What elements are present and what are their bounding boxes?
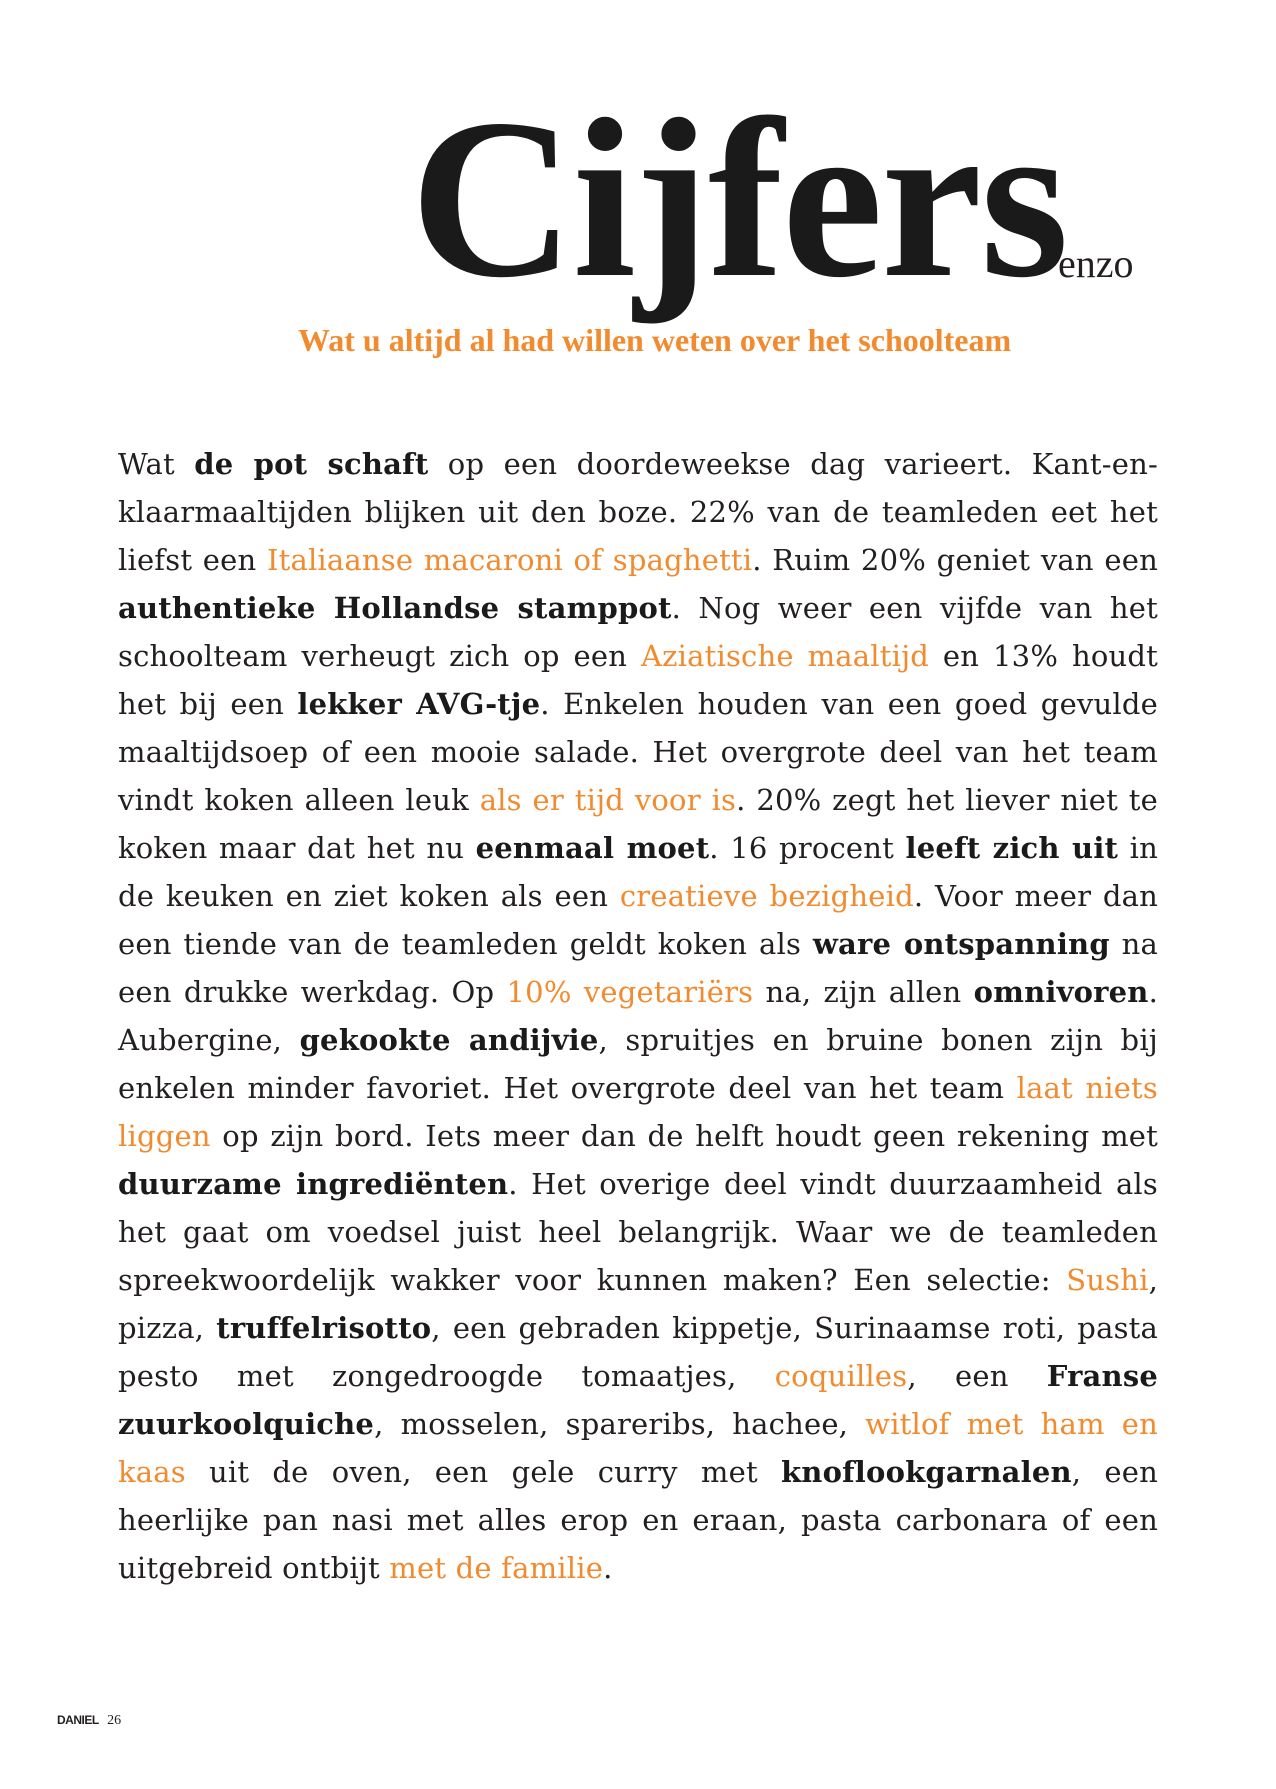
body-text-run: . 20% zegt het liever niet te koken maar dat het nu [118,783,1158,865]
body-text-run: . Enkelen houden van een goed gevulde maaltijdsoep of een mooie salade. Het overgrote deel van het team vindt koken alleen leuk [118,687,1158,817]
body-text-run: uit de oven, een gele curry met [185,1455,782,1489]
article-body [118,440,1158,1592]
page-title-suffix: enzo [1058,241,1134,286]
emphasis-highlight: Sushi [1066,1263,1149,1297]
emphasis-highlight: laat niets liggen [118,1071,1158,1153]
page-subtitle: Wat u altijd al had willen weten over het schoolteam [298,322,1012,358]
emphasis-bold: Franse zuurkoolquiche [118,1359,1159,1441]
body-text-run: op een doordeweekse dag varieert. Kant-en-klaarmaaltijden blijken uit den boze. 22% van de teamleden eet het liefst een [118,447,1158,577]
body-text-run: , een [907,1359,1047,1393]
body-text-run: op zijn bord. Iets meer dan de helft houdt geen rekening met [210,1119,1158,1153]
emphasis-highlight: met de familie [389,1551,604,1585]
emphasis-bold: eenmaal moet [475,831,710,865]
page-title: Cijfers [410,73,1067,325]
emphasis-bold: omnivoren [973,975,1149,1009]
emphasis-highlight: Italiaanse macaroni of spaghetti [266,543,753,577]
body-text-run: na, zijn allen [753,975,974,1009]
emphasis-highlight: Aziatische maaltijd [641,639,930,673]
body-text-run: Wat [118,447,195,481]
emphasis-bold: de pot schaft [194,447,429,481]
emphasis-highlight: creatieve bezigheid [619,879,914,913]
body-text-run: . Het overige deel vindt duurzaamheid als het gaat om voedsel juist heel belangrijk. Waar we de teamleden spreekwoordelijk wakker voor kunnen maken? Een selectie: [118,1167,1158,1297]
emphasis-highlight: als er tijd voor is [479,783,737,817]
body-text-run: , een gebraden kippetje, Surinaamse roti, pasta pesto met zongedroogde tomaatjes, [118,1311,1158,1393]
body-text-run: en 13% houdt het bij een [118,639,1158,721]
emphasis-bold: knoflookgarnalen [781,1455,1072,1489]
title-block [410,73,1170,335]
magazine-brand: DANIEL [57,1713,99,1727]
emphasis-bold: authentieke Hollandse stamppot [118,591,672,625]
body-text-run: , spruitjes en bruine bonen zijn bij enkelen minder favoriet. Het overgrote deel van het team [118,1023,1158,1105]
body-text-run: in de keuken en ziet koken als een [118,831,1158,913]
body-text-run: . Nog weer een vijfde van het schoolteam verheugt zich op een [118,591,1158,673]
page-footer [57,1712,121,1729]
body-text-run: . [603,1551,613,1585]
emphasis-bold: lekker AVG-tje [297,687,541,721]
emphasis-bold: duurzame ingrediënten [118,1167,509,1201]
body-text-run: . 16 procent [709,831,906,865]
body-text-run: , mosselen, spareribs, hachee, [374,1407,866,1441]
emphasis-highlight: 10% vegetariërs [506,975,754,1009]
body-text-run: na een drukke werkdag. Op [118,927,1158,1009]
emphasis-highlight: witlof met ham en kaas [118,1407,1158,1489]
emphasis-bold: truffelrisotto [216,1311,432,1345]
emphasis-bold: gekookte andijvie [299,1023,599,1057]
page-number: 26 [107,1713,122,1728]
emphasis-bold: leeft zich uit [905,831,1119,865]
emphasis-highlight: coquilles [774,1359,908,1393]
emphasis-bold: ware ontspanning [812,927,1110,961]
body-text-run: . Ruim 20% geniet van een [752,543,1158,577]
body-text-run: , pizza, [118,1263,1158,1345]
body-text-run: . Aubergine, [118,975,1159,1057]
body-text-run: , een heerlijke pan nasi met alles erop en eraan, pasta carbonara of een uitgebreid ontbijt [118,1455,1158,1585]
body-text-run: . Voor meer dan een tiende van de teamleden geldt koken als [118,879,1159,961]
